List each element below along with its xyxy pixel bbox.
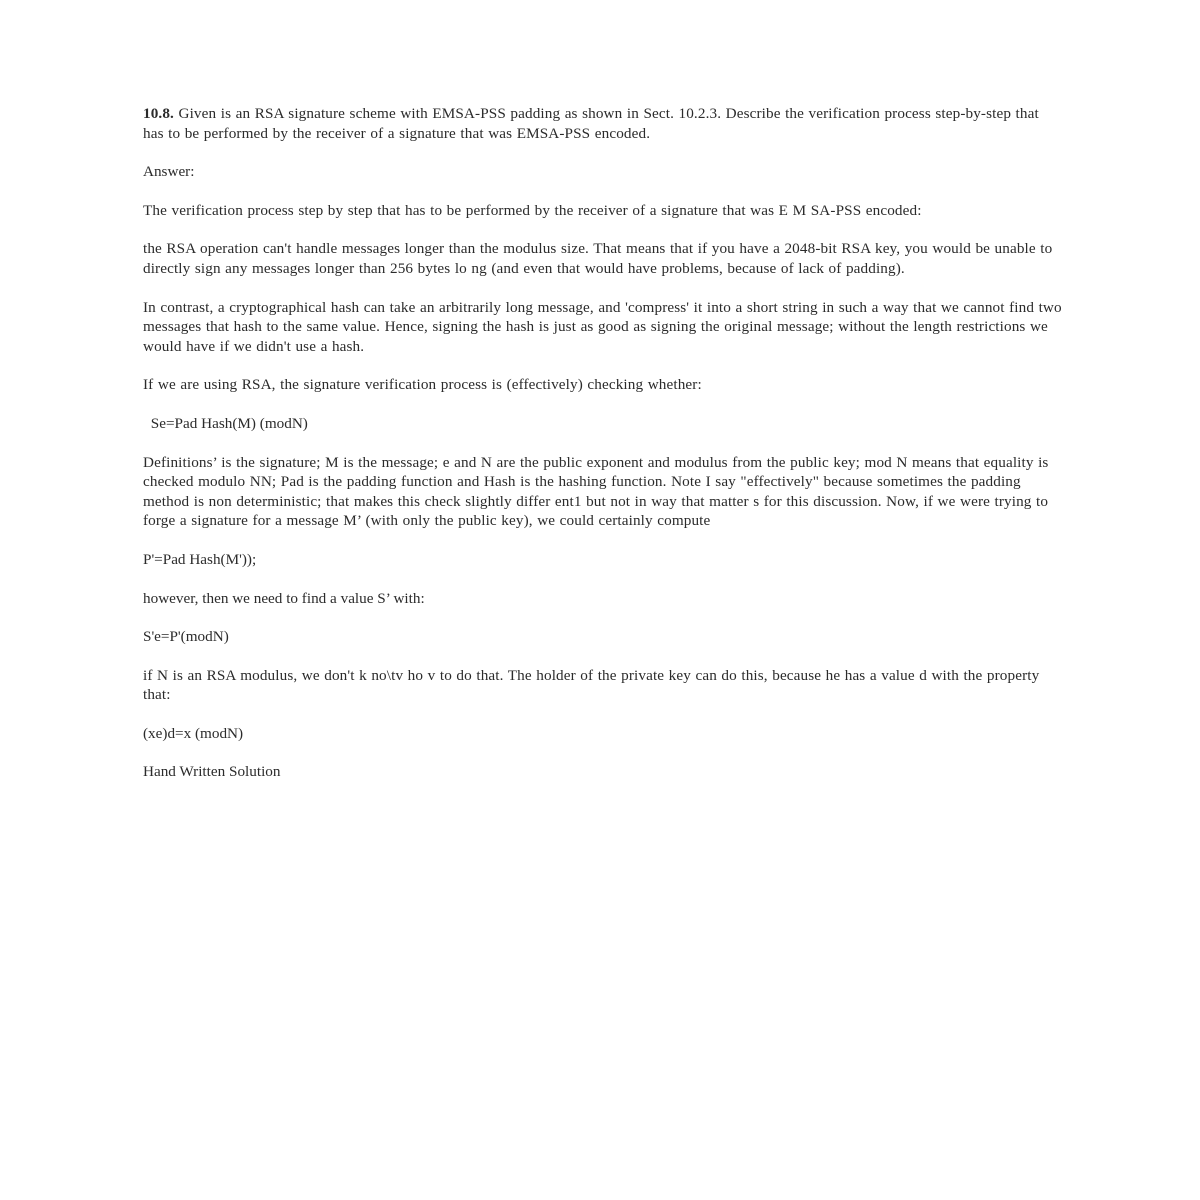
answer-paragraph-1: The verification process step by step that has to be performed by the receiver of a signature that was E M SA-PSS encoded: bbox=[143, 201, 922, 219]
answer-paragraph-2: the RSA operation can't handle messages longer than the modulus size. That means that if you have a 2048-bit RSA key, you would be unable to directly sign any messages longer than 256 bytes lo ng (and even that would have problems, because of lack of padding). bbox=[143, 240, 1053, 277]
modulus-paragraph: if N is an RSA modulus, we don't k no\tv ho v to do that. The holder of the private key can do this, because he has a value d with the property that: bbox=[143, 666, 1040, 704]
question-number: 10.8. bbox=[143, 105, 174, 122]
equation-padded-hash: P'=Pad Hash(M')); bbox=[143, 550, 257, 568]
however-line: however, then we need to find a value S’ with: bbox=[143, 589, 425, 607]
question-paragraph bbox=[143, 104, 1063, 143]
question-text: Given is an RSA signature scheme with EMSA-PSS padding as shown in Sect. 10.2.3. Describe the verification process step-by-step that has to be performed by the receiver of a signature that was EMSA-PSS encoded. bbox=[143, 105, 1039, 142]
document-body bbox=[143, 104, 1063, 782]
closing-line: Hand Written Solution bbox=[143, 763, 281, 781]
answer-paragraph-4: If we are using RSA, the signature verification process is (effectively) checking whether: bbox=[143, 376, 702, 394]
definitions-paragraph: Definitions’ is the signature; M is the message; e and N are the public exponent and modulus from the public key; mod N means that equality is checked modulo NN; Pad is the padding function and Hash is the hashing function. Note I say "effectively" because sometimes the padding method is non deterministic; that makes this check slightly differ ent1 but not in way that matter s for this discussion. Now, if we were trying to forge a signature for a message M’ (with only the public key), we could certainly compute bbox=[143, 453, 1049, 530]
answer-label: Answer: bbox=[143, 163, 195, 181]
equation-private-key-property: (xe)d=x (modN) bbox=[143, 724, 244, 742]
equation-forged-signature: S'e=P'(modN) bbox=[143, 628, 229, 646]
equation-signature-check: Se=Pad Hash(M) (modN) bbox=[147, 414, 308, 432]
answer-paragraph-3: In contrast, a cryptographical hash can take an arbitrarily long message, and 'compress' it into a short string in such a way that we cannot find two messages that hash to the same value. Hence, signing the hash is just as good as signing the original message; without the length restrictions we would have if we didn't use a hash. bbox=[143, 298, 1062, 355]
